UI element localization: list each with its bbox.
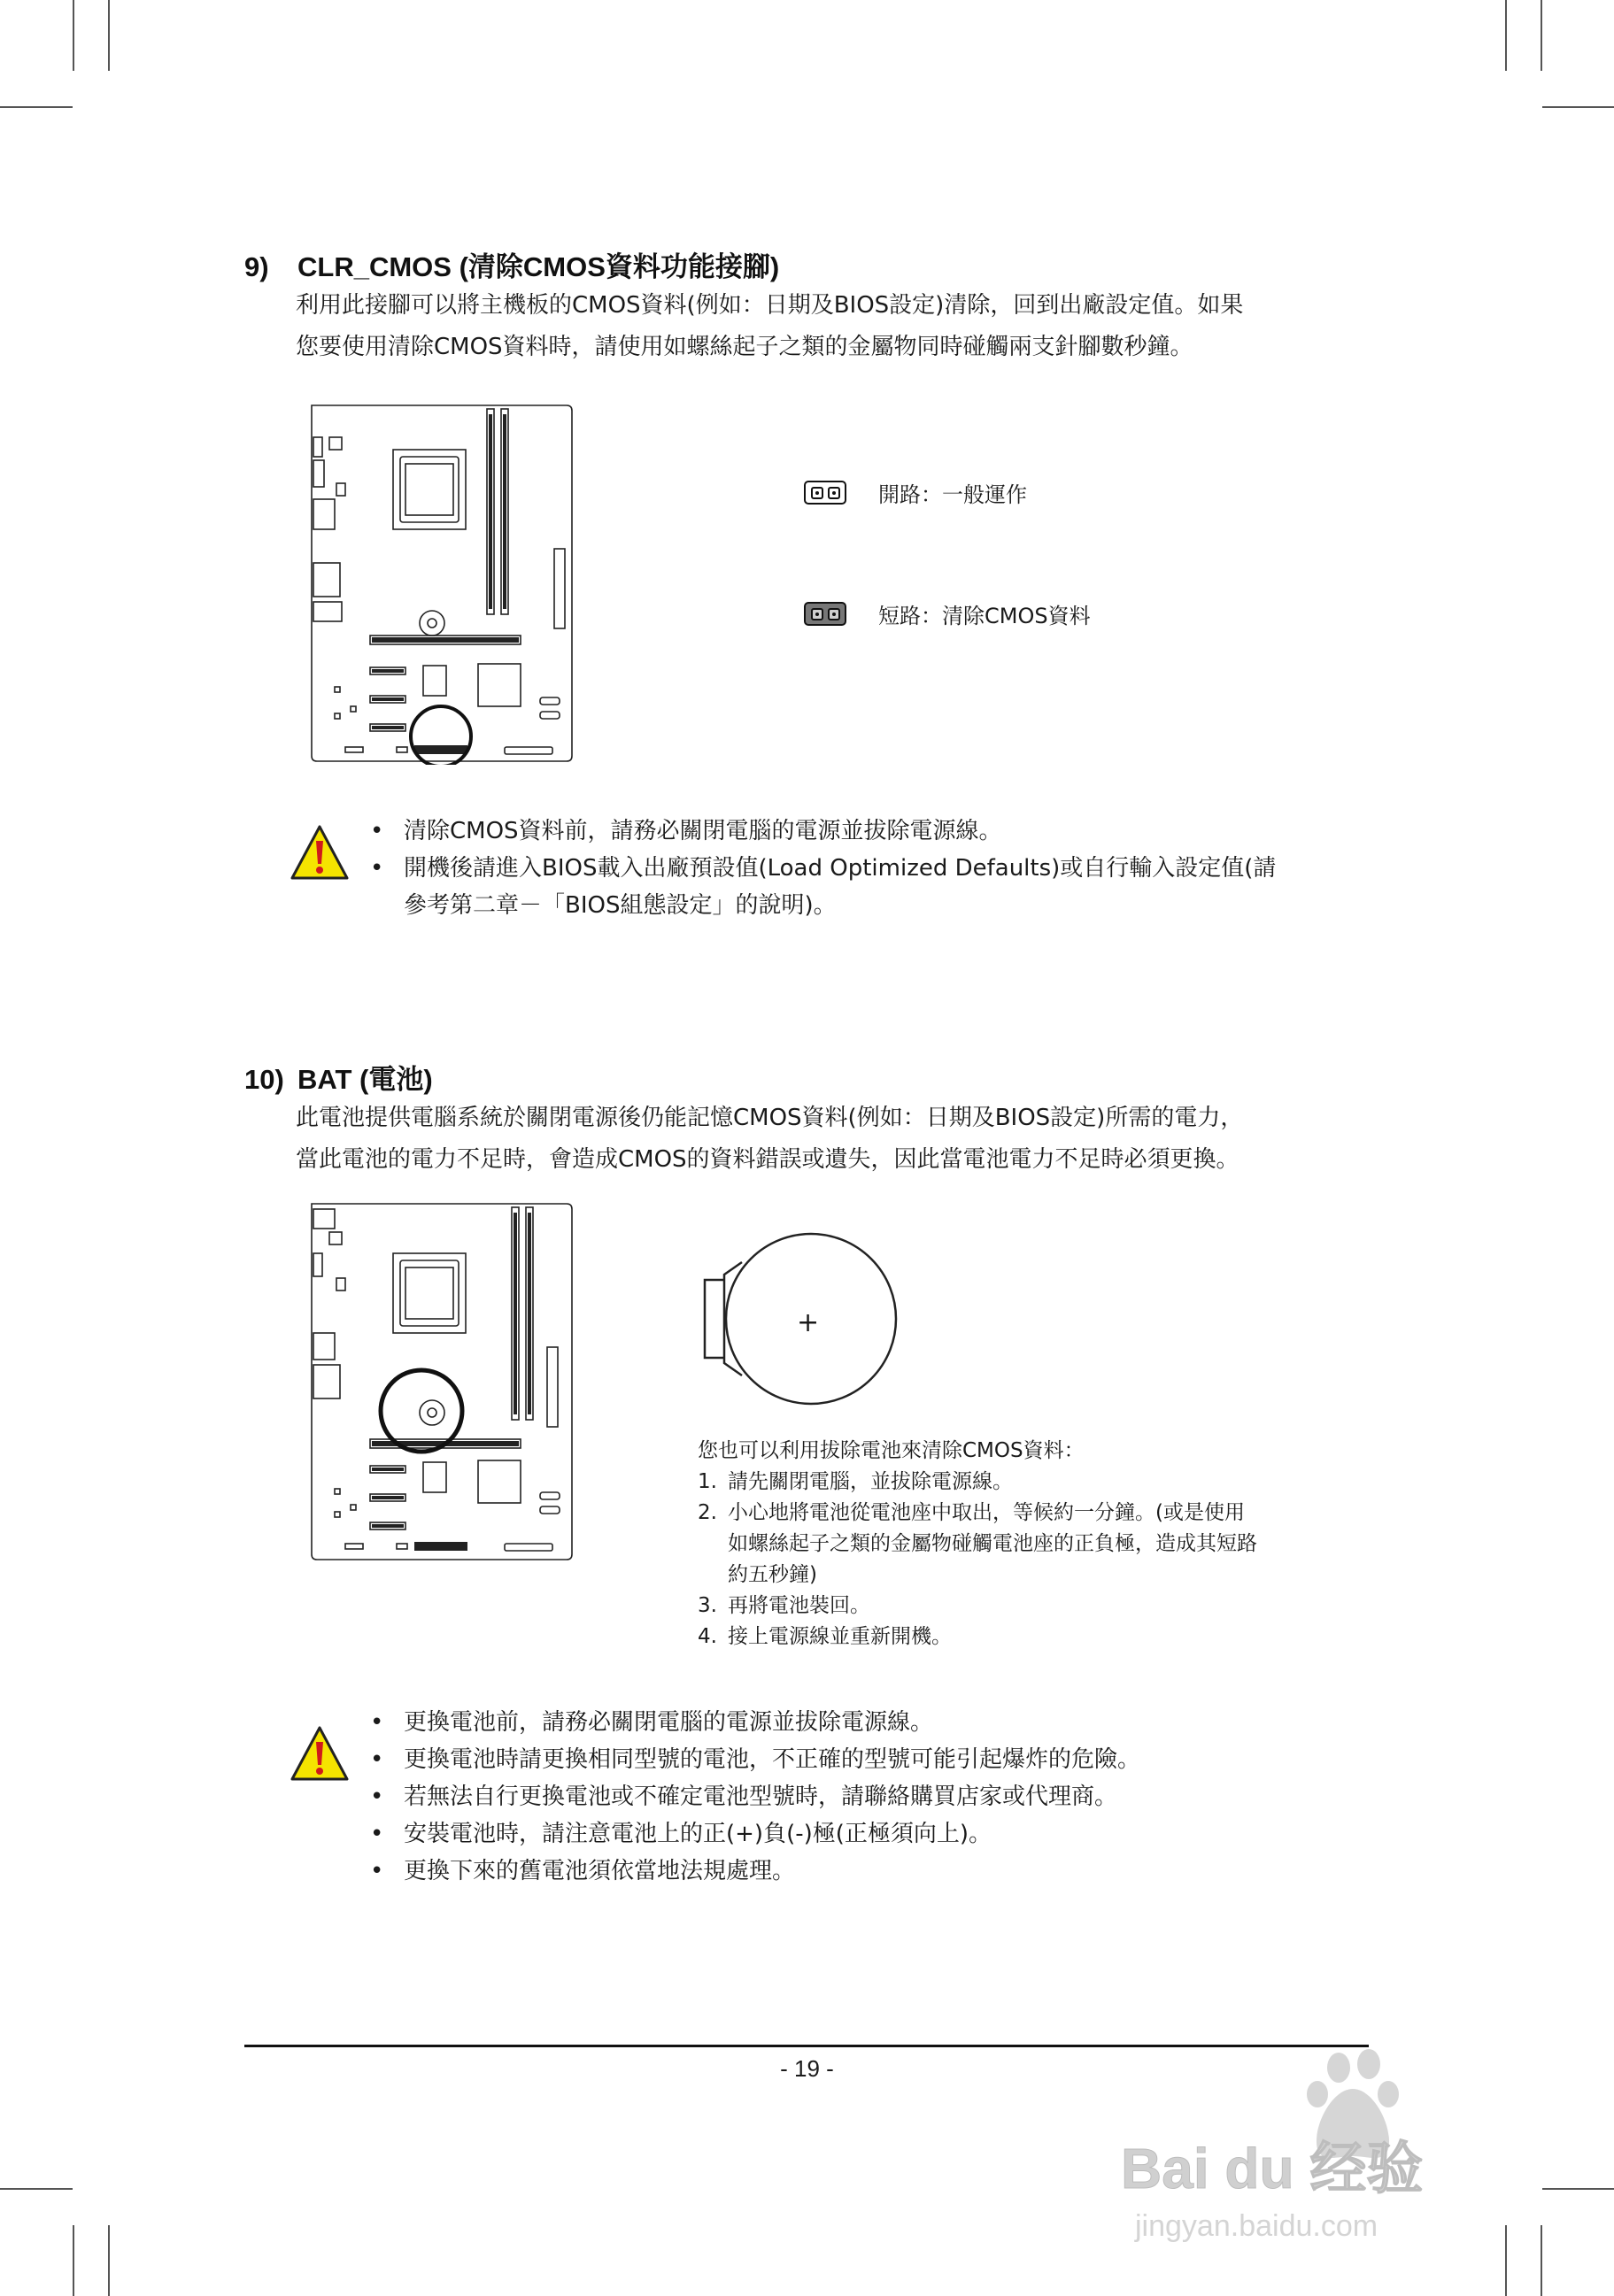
battery-clear-steps [698, 1436, 1257, 1653]
paragraph-line: 利用此接腳可以將主機板的CMOS資料(例如：日期及BIOS設定)清除，回到出廠設定值。如果 [296, 292, 1244, 319]
clr-cmos-paragraph [296, 285, 1394, 368]
paragraph-line: 當此電池的電力不足時，會造成CMOS的資料錯誤或遺失，因此當電池電力不足時必須更換。 [296, 1146, 1239, 1173]
paragraph-line: 您要使用清除CMOS資料時，請使用如螺絲起子之類的金屬物同時碰觸兩支針腳數秒鐘。 [296, 334, 1193, 360]
step-continuation: 約五秒鐘) [728, 1563, 817, 1586]
warning-item: • 更換電池時請更換相同型號的電池，不正確的型號可能引起爆炸的危險。 [365, 1741, 1140, 1778]
step-item: 3. 再將電池裝回。 [698, 1594, 870, 1617]
step-continuation: 如螺絲起子之類的金屬物碰觸電池座的正負極，造成其短路 [728, 1532, 1257, 1555]
step-item: 2. 小心地將電池從電池座中取出，等候約一分鐘。(或是使用 [698, 1501, 1245, 1524]
legend-short-label: 短路：清除CMOS資料 [878, 604, 1091, 628]
steps-intro: 您也可以利用拔除電池來清除CMOS資料： [698, 1439, 1085, 1462]
warning-item: • 開機後請進入BIOS載入出廠預設值(Load Optimized Defaults)或自行輸入設定值(請 [365, 850, 1276, 887]
step-item: 1. 請先關閉電腦，並拔除電源線。 [698, 1470, 1013, 1493]
warning-item: • 安裝電池時，請注意電池上的正(+)負(-)極(正極須向上)。 [365, 1815, 1140, 1853]
clr-cmos-warning-list [365, 813, 1276, 924]
watermark-url: jingyan.baidu.com [1135, 2209, 1378, 2243]
section-number: 10) [244, 1064, 284, 1095]
paragraph-line: 此電池提供電腦系統於關閉電源後仍能記憶CMOS資料(例如：日期及BIOS設定)所需的電力， [296, 1105, 1244, 1131]
page-number: - 19 - [780, 2055, 834, 2082]
bat-warning-list [365, 1704, 1140, 1890]
bat-heading [244, 1057, 433, 1097]
section-number: 9) [244, 251, 269, 282]
jumper-open-icon [804, 481, 846, 505]
bat-paragraph [296, 1098, 1394, 1181]
warning-item: • 若無法自行更換電池或不確定電池型號時，請聯絡購買店家或代理商。 [365, 1778, 1140, 1815]
watermark-brand: Bai du 经验 [1121, 2137, 1424, 2200]
warning-icon [289, 823, 351, 882]
legend-open [804, 477, 1027, 508]
warning-item: • 清除CMOS資料前，請務必關閉電腦的電源並拔除電源線。 [365, 813, 1276, 850]
legend-open-label: 開路：一般運作 [878, 482, 1027, 507]
warning-item: • 更換下來的舊電池須依當地法規處理。 [365, 1853, 1140, 1890]
jumper-closed-icon [804, 602, 846, 626]
baidu-jingyan-watermark [1117, 2046, 1533, 2259]
battery-plus-sign: + [797, 1307, 820, 1338]
warning-icon [289, 1724, 351, 1783]
warning-item-continuation: 參考第二章－「BIOS組態設定」的說明)。 [404, 892, 837, 919]
warning-item: • 更換電池前，請務必關閉電腦的電源並拔除電源線。 [365, 1704, 1140, 1741]
step-item: 4. 接上電源線並重新開機。 [698, 1625, 952, 1648]
motherboard-diagram-battery [308, 1200, 574, 1563]
motherboard-diagram-clr-cmos [308, 402, 574, 765]
legend-short [804, 598, 1091, 629]
clr-cmos-heading [244, 244, 779, 284]
section-title: CLR_CMOS (清除CMOS資料功能接腳) [297, 251, 780, 282]
section-title: BAT (電池) [297, 1064, 433, 1095]
